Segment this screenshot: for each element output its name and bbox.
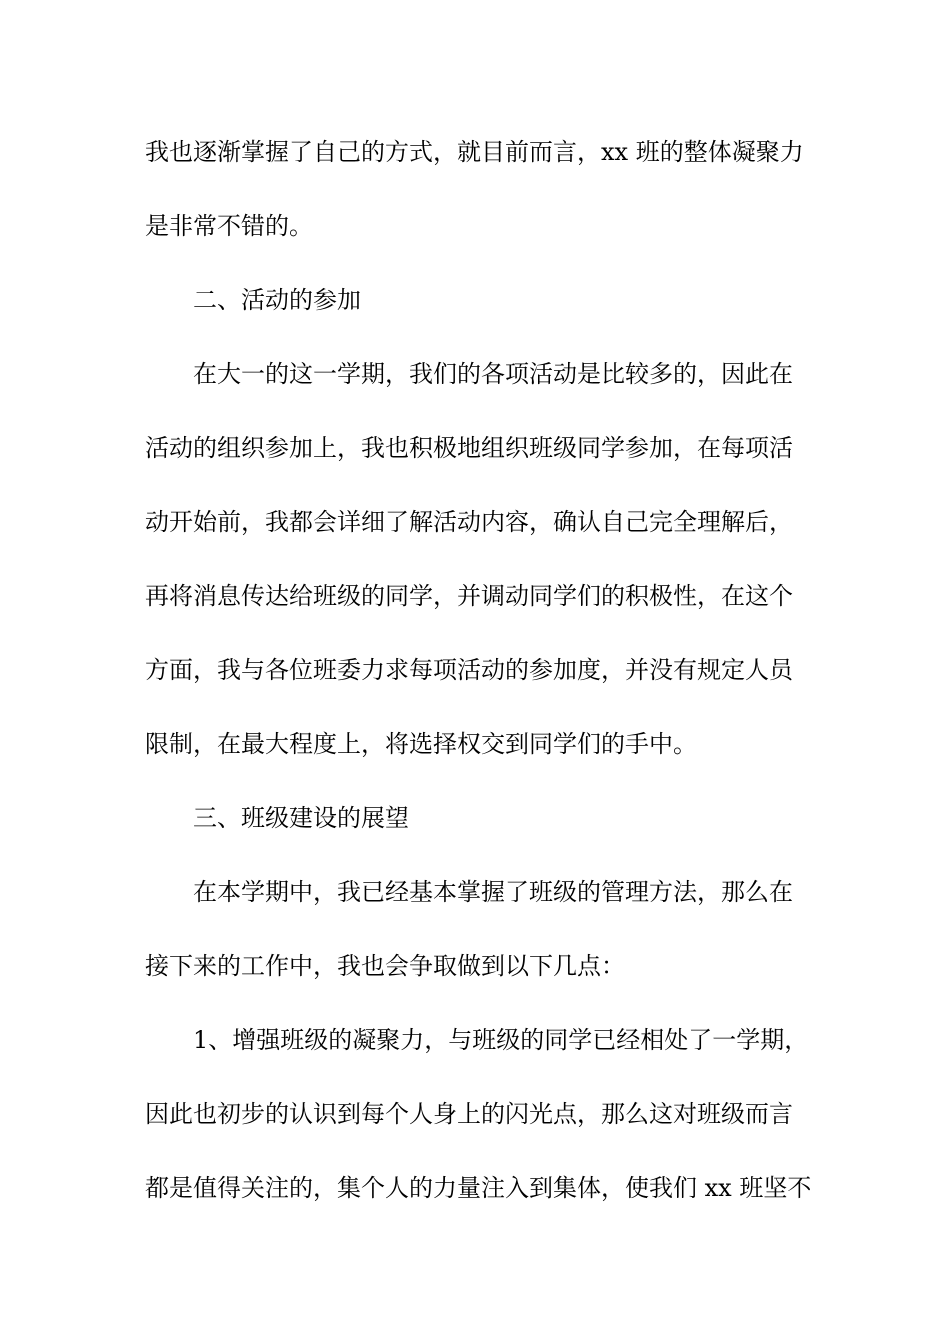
text-line: 都是值得关注的，集个人的力量注入到集体，使我们 xx 班坚不 <box>145 1174 812 1202</box>
text-line: 接下来的工作中，我也会争取做到以下几点： <box>145 952 625 980</box>
section-heading: 三、班级建设的展望 <box>193 804 409 832</box>
text-line: 限制，在最大程度上，将选择权交到同学们的手中。 <box>145 730 697 758</box>
section-heading: 二、活动的参加 <box>193 286 361 314</box>
text-line: 因此也初步的认识到每个人身上的闪光点，那么这对班级而言 <box>145 1100 793 1128</box>
text-line: 我也逐渐掌握了自己的方式，就目前而言，xx 班的整体凝聚力 <box>145 138 804 166</box>
text-line: 方面，我与各位班委力求每项活动的参加度，并没有规定人员 <box>145 656 793 684</box>
text-line: 在大一的这一学期，我们的各项活动是比较多的，因此在 <box>193 360 793 388</box>
text-line: 再将消息传达给班级的同学，并调动同学们的积极性，在这个 <box>145 582 793 610</box>
text-line: 1、增强班级的凝聚力，与班级的同学已经相处了一学期， <box>193 1026 809 1054</box>
text-line: 在本学期中，我已经基本掌握了班级的管理方法，那么在 <box>193 878 793 906</box>
text-line: 是非常不错的。 <box>145 212 313 240</box>
text-line: 动开始前，我都会详细了解活动内容，确认自己完全理解后， <box>145 508 793 536</box>
text-line: 活动的组织参加上，我也积极地组织班级同学参加，在每项活 <box>145 434 793 462</box>
